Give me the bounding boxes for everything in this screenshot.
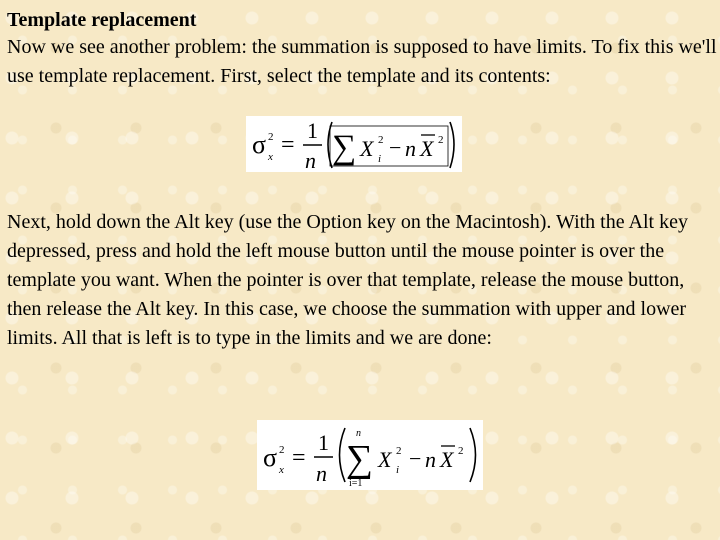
svg-text:n: n — [425, 447, 436, 472]
lower-limit: i=1 — [349, 478, 363, 489]
svg-text:X: X — [420, 136, 434, 161]
summation-symbol: ∑ — [332, 129, 357, 166]
svg-text:=: = — [292, 445, 306, 471]
svg-text:x: x — [279, 464, 284, 476]
svg-text:i: i — [378, 153, 382, 165]
svg-text:X: X — [378, 447, 392, 472]
sigma-symbol: σ — [263, 443, 278, 472]
instructions-paragraph: Next, hold down the Alt key (use the Option key on the Macintosh). With the Alt key depressed, press and hold the left mouse button until the mouse pointer is over the template you want. When the pointer is over that template, release the mouse button, then release the Alt key. In this case, we choose the summation with upper and lower limits. All that is left is to type in the limits and we are done: — [7, 211, 688, 349]
left-paren — [340, 428, 346, 482]
svg-text:2: 2 — [268, 131, 274, 143]
svg-text:x: x — [268, 151, 273, 163]
upper-limit: n — [356, 428, 361, 439]
svg-text:X: X — [440, 447, 454, 472]
sigma-symbol: σ — [252, 130, 267, 159]
svg-text:X: X — [360, 136, 374, 161]
svg-text:i: i — [396, 464, 400, 476]
svg-text:2: 2 — [458, 445, 464, 457]
svg-text:2: 2 — [396, 445, 402, 457]
right-paren — [470, 428, 476, 482]
fraction-denominator: n — [305, 148, 316, 172]
svg-text:2: 2 — [378, 134, 384, 146]
svg-text:−: − — [389, 135, 402, 160]
svg-text:−: − — [409, 446, 422, 471]
svg-text:=: = — [281, 132, 295, 158]
right-paren — [450, 122, 454, 168]
slide-heading: Template replacement — [7, 9, 197, 31]
fraction-numerator: 1 — [318, 430, 329, 455]
svg-text:2: 2 — [279, 444, 285, 456]
svg-text:2: 2 — [438, 134, 444, 146]
variance-formula-with-limits — [257, 420, 483, 490]
intro-paragraph: Now we see another problem: the summation is supposed to have limits. To fix this we'll use template replacement. First, select the template and its contents: — [7, 36, 717, 87]
summation-symbol: ∑ — [346, 438, 374, 480]
svg-text:n: n — [405, 136, 416, 161]
fraction-denominator: n — [316, 461, 327, 486]
fraction-numerator: 1 — [307, 118, 318, 143]
variance-formula-selected — [246, 116, 462, 172]
